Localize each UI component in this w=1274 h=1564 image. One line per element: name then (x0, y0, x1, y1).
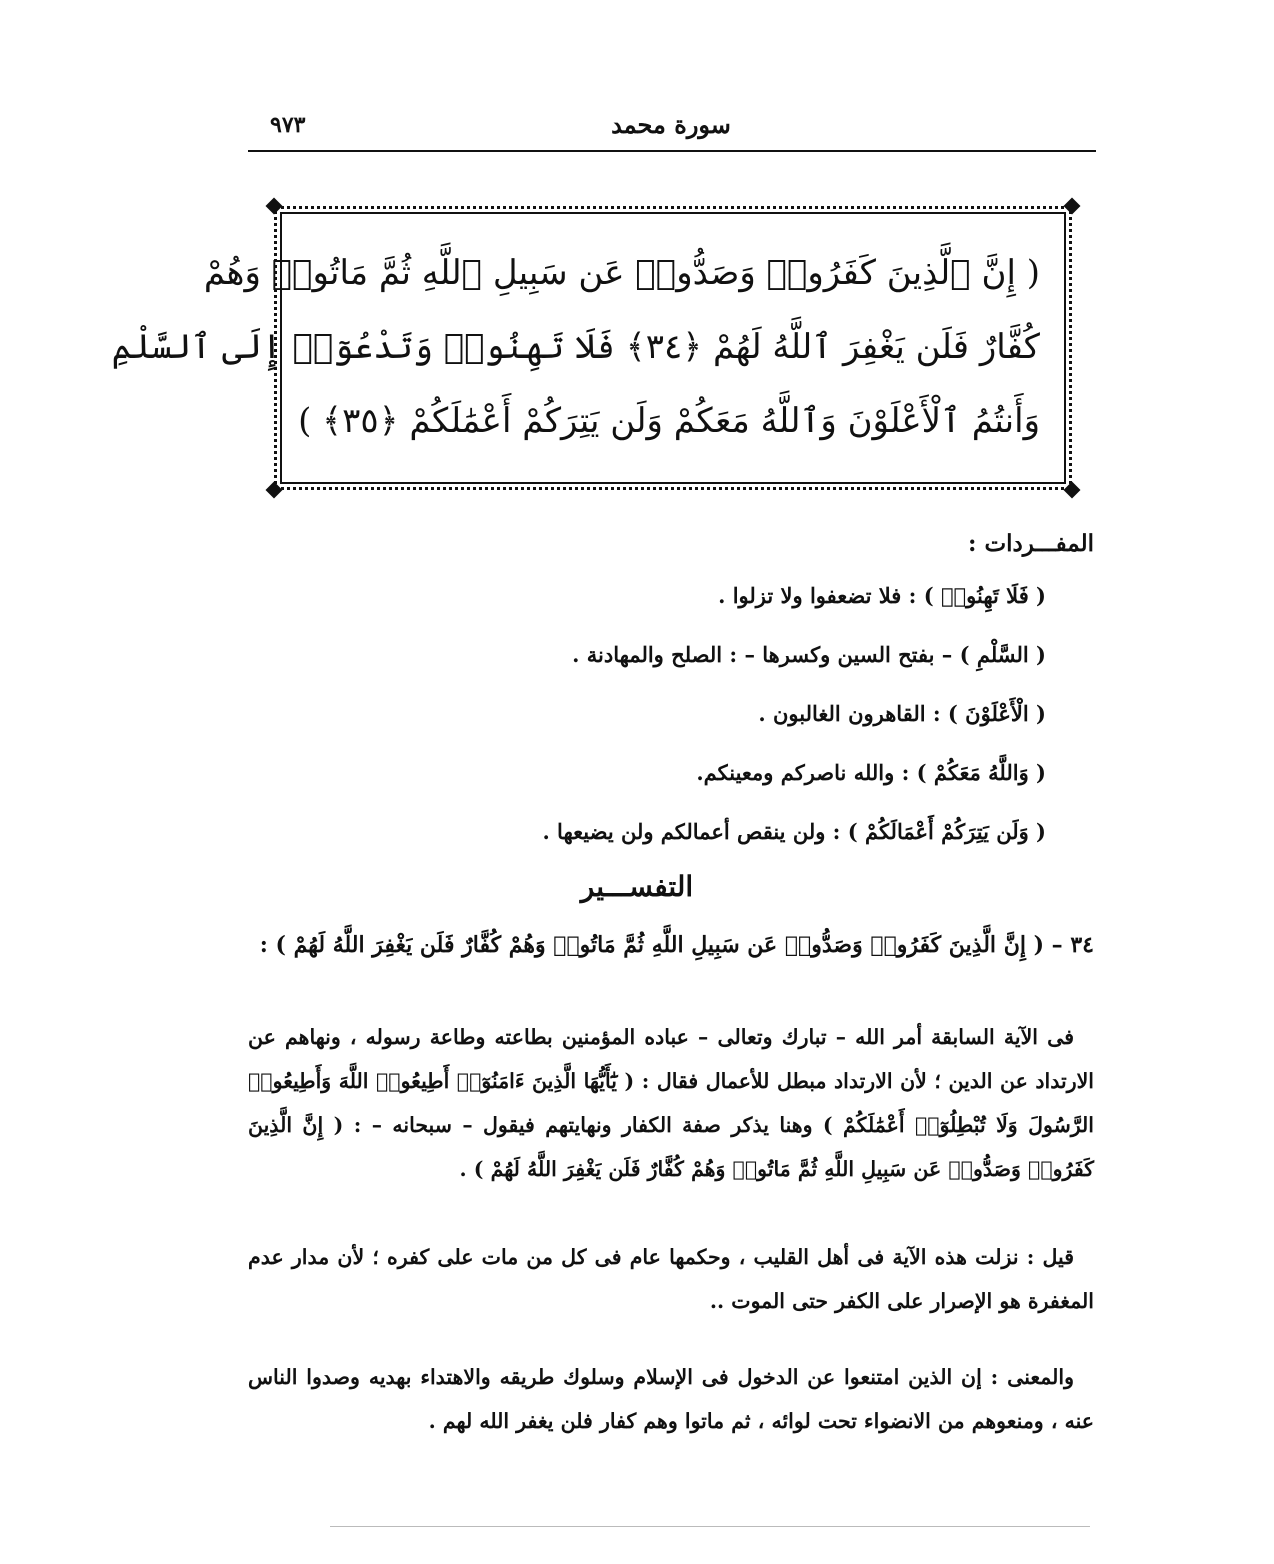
tafsir-paragraph-1: فى الآية السابقة أمر الله – تبارك وتعالى – عباده المؤمنين بطاعته وطاعة رسوله ، ونهاهم عن الارتداد عن الدين ؛ لأن الارتداد مبطل للأعمال فقال : ( يَٰٓأَيُّهَا الَّذِينَ ءَامَنُوٓا۟ أَطِيعُوا۟ اللَّهَ وَأَطِيعُوا۟ الرَّسُولَ وَلَا تُبْطِلُوٓا۟ أَعْمَٰلَكُمْ ) وهنا يذكر صفة الكفار ونهايتهم فيقول – سبحانه – : ( إِنَّ الَّذِينَ كَفَرُوا۟ وَصَدُّوا۟ عَن سَبِيلِ اللَّهِ ثُمَّ مَاتُوا۟ وَهُمْ كُفَّارٌ فَلَن يَغْفِرَ اللَّهُ لَهُمْ ) . (248, 1024, 1094, 1181)
quran-verse-text (111, 236, 1040, 458)
vocabulary-heading: المفـــردات : (967, 530, 1094, 557)
tafsir-paragraph-2: قيل : نزلت هذه الآية فى أهل القليب ، وحكمها عام فى كل من مات على كفره ؛ لأن مدار عدم المغفرة هو الإصرار على الكفر حتى الموت .. (248, 1244, 1094, 1313)
frame-corner-ornament (1064, 482, 1081, 499)
footer-divider (330, 1526, 1090, 1527)
vocabulary-item: ( وَاللَّهُ مَعَكُمْ ) : والله ناصركم ومعينكم. (696, 760, 1046, 785)
vocabulary-item: ( وَلَن يَتِرَكُمْ أَعْمَالَكُمْ ) : ولن ينقص أعمالكم ولن يضيعها . (542, 819, 1046, 844)
vocabulary-item: ( السَّلْمِ ) – بفتح السين وكسرها – : الصلح والمهادنة . (572, 642, 1046, 667)
tafsir-paragraph-3: والمعنى : إن الذين امتنعوا عن الدخول فى الإسلام وسلوك طريقه والاهتداء بهديه وصدوا الناس عنه ، ومنعوهم من الانضواء تحت لوائه ، ثم ماتوا وهم كفار فلن يغفر الله لهم . (248, 1364, 1094, 1433)
frame-corner-ornament (266, 198, 283, 215)
header-divider (248, 150, 1096, 152)
verse-line-3: وَأَنتُمُ ٱلْأَعْلَوْنَ وَٱللَّهُ مَعَكُمْ وَلَن يَتِرَكُمْ أَعْمَٰلَكُمْ ﴿٣٥﴾ ) (298, 401, 1040, 441)
verse-reference: ٣٤ – ( إِنَّ الَّذِينَ كَفَرُوا۟ وَصَدُّوا۟ عَن سَبِيلِ اللَّهِ ثُمَّ مَاتُوا۟ وَهُمْ كُفَّارٌ فَلَن يَغْفِرَ اللَّهُ لَهُمْ ) : (259, 932, 1094, 958)
vocabulary-item: ( الْأَعْلَوْنَ ) : القاهرون الغالبون . (758, 701, 1046, 726)
vocabulary-item: ( فَلَا تَهِنُوا۟ ) : فلا تضعفوا ولا تزلوا . (718, 583, 1046, 608)
tafsir-heading: التفســـير (580, 870, 694, 903)
page-number: ٩٧٣ (270, 112, 306, 138)
frame-corner-ornament (1064, 198, 1081, 215)
surah-title: سورة محمد (611, 110, 731, 139)
verse-frame (111, 212, 1066, 484)
vocabulary-list (406, 578, 1046, 873)
frame-corner-ornament (266, 482, 283, 499)
verse-line-1: ( إِنَّ ٱلَّذِينَ كَفَرُوا۟ وَصَدُّوا۟ عَن سَبِيلِ ٱللَّهِ ثُمَّ مَاتُوا۟ وَهُمْ (203, 253, 1040, 293)
page-header (248, 108, 1094, 144)
verse-line-2: كُفَّارٌ فَلَن يَغْفِرَ ٱللَّهُ لَهُمْ ﴿٣٤﴾ فَلَا تَهِنُوا۟ وَتَدْعُوٓا۟ إِلَى ٱلسَّلْمِ (111, 327, 1040, 367)
